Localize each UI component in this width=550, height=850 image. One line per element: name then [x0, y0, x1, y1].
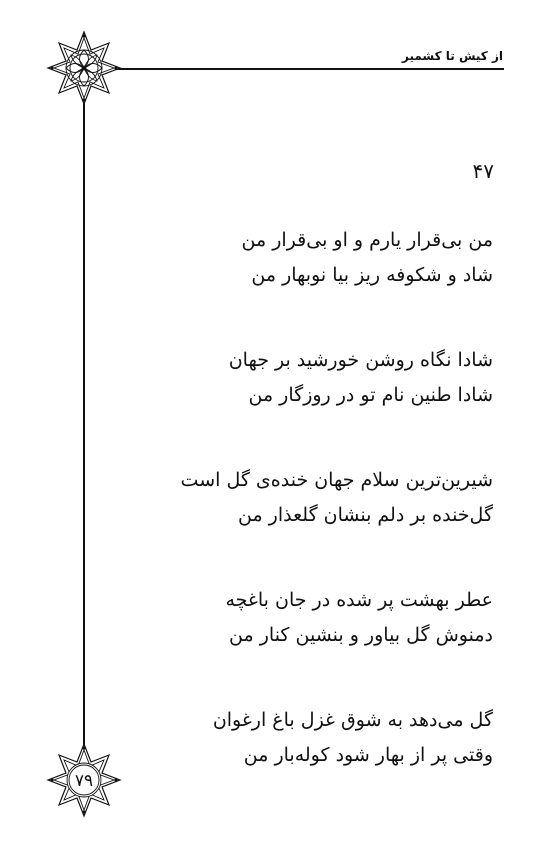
- header-rule: [84, 68, 504, 70]
- verse-line: من بی‌قرار یارم و او بی‌قرار من: [241, 229, 493, 251]
- star-rosette-icon: [46, 30, 122, 106]
- stanza: [113, 466, 493, 530]
- verse-line: وقتی پر از بهار شود کوله‌بار من: [243, 744, 493, 766]
- stanza: [113, 706, 493, 770]
- verse-line: شاد و شکوفه ریز بیا نوبهار من: [251, 264, 493, 286]
- verse-line: گل‌خنده بر دلم بنشان گلعذار من: [238, 504, 493, 526]
- poem-body: [113, 226, 493, 826]
- verse-line: گل می‌دهد به شوق غزل باغ ارغوان: [212, 709, 493, 731]
- verse-line: عطر بهشت پر شده در جان باغچه: [225, 589, 493, 611]
- running-header-title: از کیش تا کشمیر: [401, 49, 503, 63]
- verse-line: شادا نگاه روشن خورشید بر جهان: [228, 349, 493, 371]
- stanza: [113, 226, 493, 290]
- page-number: ۷۹: [74, 771, 94, 791]
- poem-number: ۴۷: [472, 159, 494, 183]
- verse-line: شیرین‌ترین سلام جهان خنده‌ی گل است: [180, 469, 493, 491]
- stanza: [113, 346, 493, 410]
- verse-line: دمنوش گل بیاور و بنشین کنار من: [229, 624, 493, 646]
- stanza: [113, 586, 493, 650]
- verse-line: شادا طنین نام تو در روزگار من: [248, 384, 493, 406]
- margin-rule: [83, 68, 85, 783]
